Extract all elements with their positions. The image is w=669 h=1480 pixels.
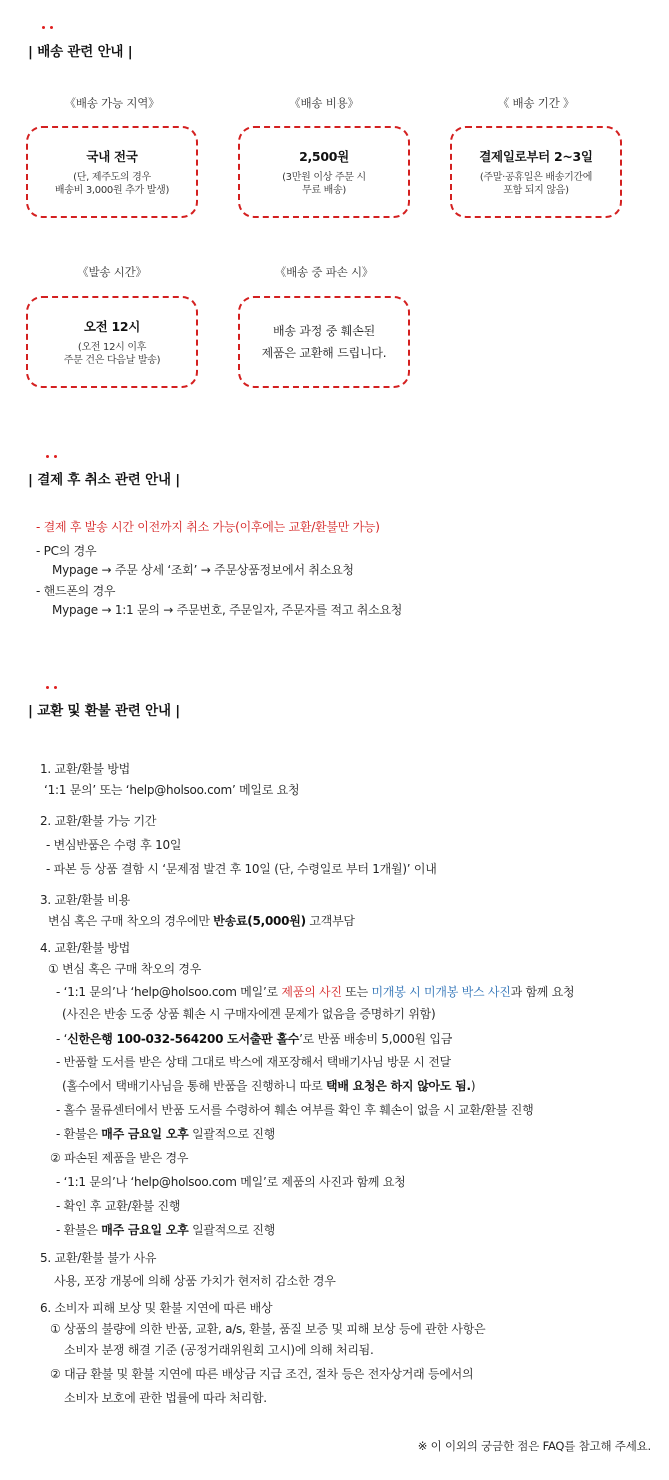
dispatch-time-card [26,296,198,388]
refund-line: ② 대금 환불 및 환불 지연에 따른 배상금 지급 조건, 절차 등은 전자상거래 등에서의 [50,1367,474,1381]
refund-subcase: ② 파손된 제품을 받은 경우 [50,1151,189,1165]
refund-heading: 5. 교환/환불 불가 사유 [40,1251,157,1265]
card-line: 배송 과정 중 훼손된 [273,324,375,338]
refund-line: (사진은 반송 도중 상품 훼손 시 구매자에겐 문제가 없음을 증명하기 위함) [62,1007,436,1021]
section-marker-dots [42,26,56,30]
refund-line: - ‘신한은행 100-032-564200 도서출판 홀수’로 반품 배송비 5,000원 입금 [56,1032,453,1046]
refund-line: - 확인 후 교환/환불 진행 [56,1199,181,1213]
refund-line: 소비자 분쟁 해결 기준 (공정거래위원회 고시)에 의해 처리됨. [64,1343,374,1357]
faq-footer-note: ※ 이 이외의 궁금한 점은 FAQ를 참고해 주세요. [417,1439,651,1453]
card-main: 결제일로부터 2~3일 [479,149,593,164]
refund-line: ‘1:1 문의’ 또는 ‘help@holsoo.com’ 메일로 요청 [44,783,300,797]
card-line: 제품은 교환해 드립니다. [261,346,387,360]
cancel-section-title: | 결제 후 취소 관련 안내 | [28,472,181,488]
card-main: 국내 전국 [86,149,138,164]
card-sub: (3만원 이상 주문 시 무료 배송) [282,172,366,196]
refund-heading: 2. 교환/환불 가능 기간 [40,814,157,828]
cancel-line: - 핸드폰의 경우 [36,584,116,598]
cancel-line: Mypage → 1:1 문의 → 주문번호, 주문일자, 주문자를 적고 취소요청 [52,603,403,617]
refund-section-title: | 교환 및 환불 관련 안내 | [28,703,181,719]
refund-heading: 4. 교환/환불 방법 [40,941,130,955]
refund-heading: 3. 교환/환불 비용 [40,893,130,907]
shipping-section-title: | 배송 관련 안내 | [28,44,133,60]
refund-line: - 반품할 도서를 받은 상태 그대로 박스에 재포장해서 택배기사님 방문 시 전달 [56,1055,451,1069]
card-caption-dispatch: 《발송 시간》 [77,265,147,279]
card-sub: (주말·공휴일은 배송기간에 포함 되지 않음) [479,172,593,196]
refund-line: - ‘1:1 문의’나 ‘help@holsoo.com 메일’로 제품의 사진 또는 미개봉 시 미개봉 박스 사진과 함께 요청 [56,985,575,999]
card-main: 오전 12시 [83,319,141,334]
card-caption-cost: 《배송 비용》 [289,96,359,110]
card-sub: (오전 12시 이후 주문 건은 다음날 발송) [63,342,161,366]
card-caption-area: 《배송 가능 지역》 [64,96,160,110]
refund-line: - ‘1:1 문의’나 ‘help@holsoo.com 메일’로 제품의 사진과 함께 요청 [56,1175,406,1189]
refund-heading: 1. 교환/환불 방법 [40,762,130,776]
shipping-area-card [26,126,198,218]
cancel-line: - 결제 후 발송 시간 이전까지 취소 가능(이후에는 교환/환불만 가능) [36,520,380,534]
refund-line: - 파본 등 상품 결함 시 ‘문제점 발견 후 10일 (단, 수령일로 부터 1개월)’ 이내 [46,862,437,876]
cancel-line: - PC의 경우 [36,544,97,558]
refund-line: - 홀수 물류센터에서 반품 도서를 수령하여 훼손 여부를 확인 후 훼손이 없을 시 교환/환불 진행 [56,1103,534,1117]
section-marker-dots [46,455,60,459]
refund-line: - 변심반품은 수령 후 10일 [46,838,182,852]
shipping-period-card [450,126,622,218]
card-main: 2,500원 [299,149,349,164]
refund-line: - 환불은 매주 금요일 오후 일괄적으로 진행 [56,1223,276,1237]
card-sub: (단, 제주도의 경우 배송비 3,000원 추가 발생) [54,172,170,196]
cancel-line: Mypage → 주문 상세 ‘조회’ → 주문상품정보에서 취소요청 [52,563,354,577]
refund-heading: 6. 소비자 피해 보상 및 환불 지연에 따른 배상 [40,1301,273,1315]
section-marker-dots [46,686,60,690]
damage-card [238,296,410,388]
shipping-cost-card [238,126,410,218]
card-caption-damage: 《배송 중 파손 시》 [274,265,374,279]
refund-subcase: ① 변심 혹은 구매 착오의 경우 [48,962,202,976]
refund-line: 변심 혹은 구매 착오의 경우에만 반송료(5,000원) 고객부담 [48,914,355,928]
refund-line: 사용, 포장 개봉에 의해 상품 가치가 현저히 감소한 경우 [54,1274,336,1288]
refund-line: ① 상품의 불량에 의한 반품, 교환, a/s, 환불, 품질 보증 및 피해 보상 등에 관한 사항은 [50,1322,486,1336]
refund-line: 소비자 보호에 관한 법률에 따라 처리함. [64,1391,267,1405]
card-caption-period: 《 배송 기간 》 [497,96,575,110]
refund-line: - 환불은 매주 금요일 오후 일괄적으로 진행 [56,1127,276,1141]
refund-line: (홀수에서 택배기사님을 통해 반품을 진행하니 따로 택배 요청은 하지 않아도 됨.) [62,1079,476,1093]
